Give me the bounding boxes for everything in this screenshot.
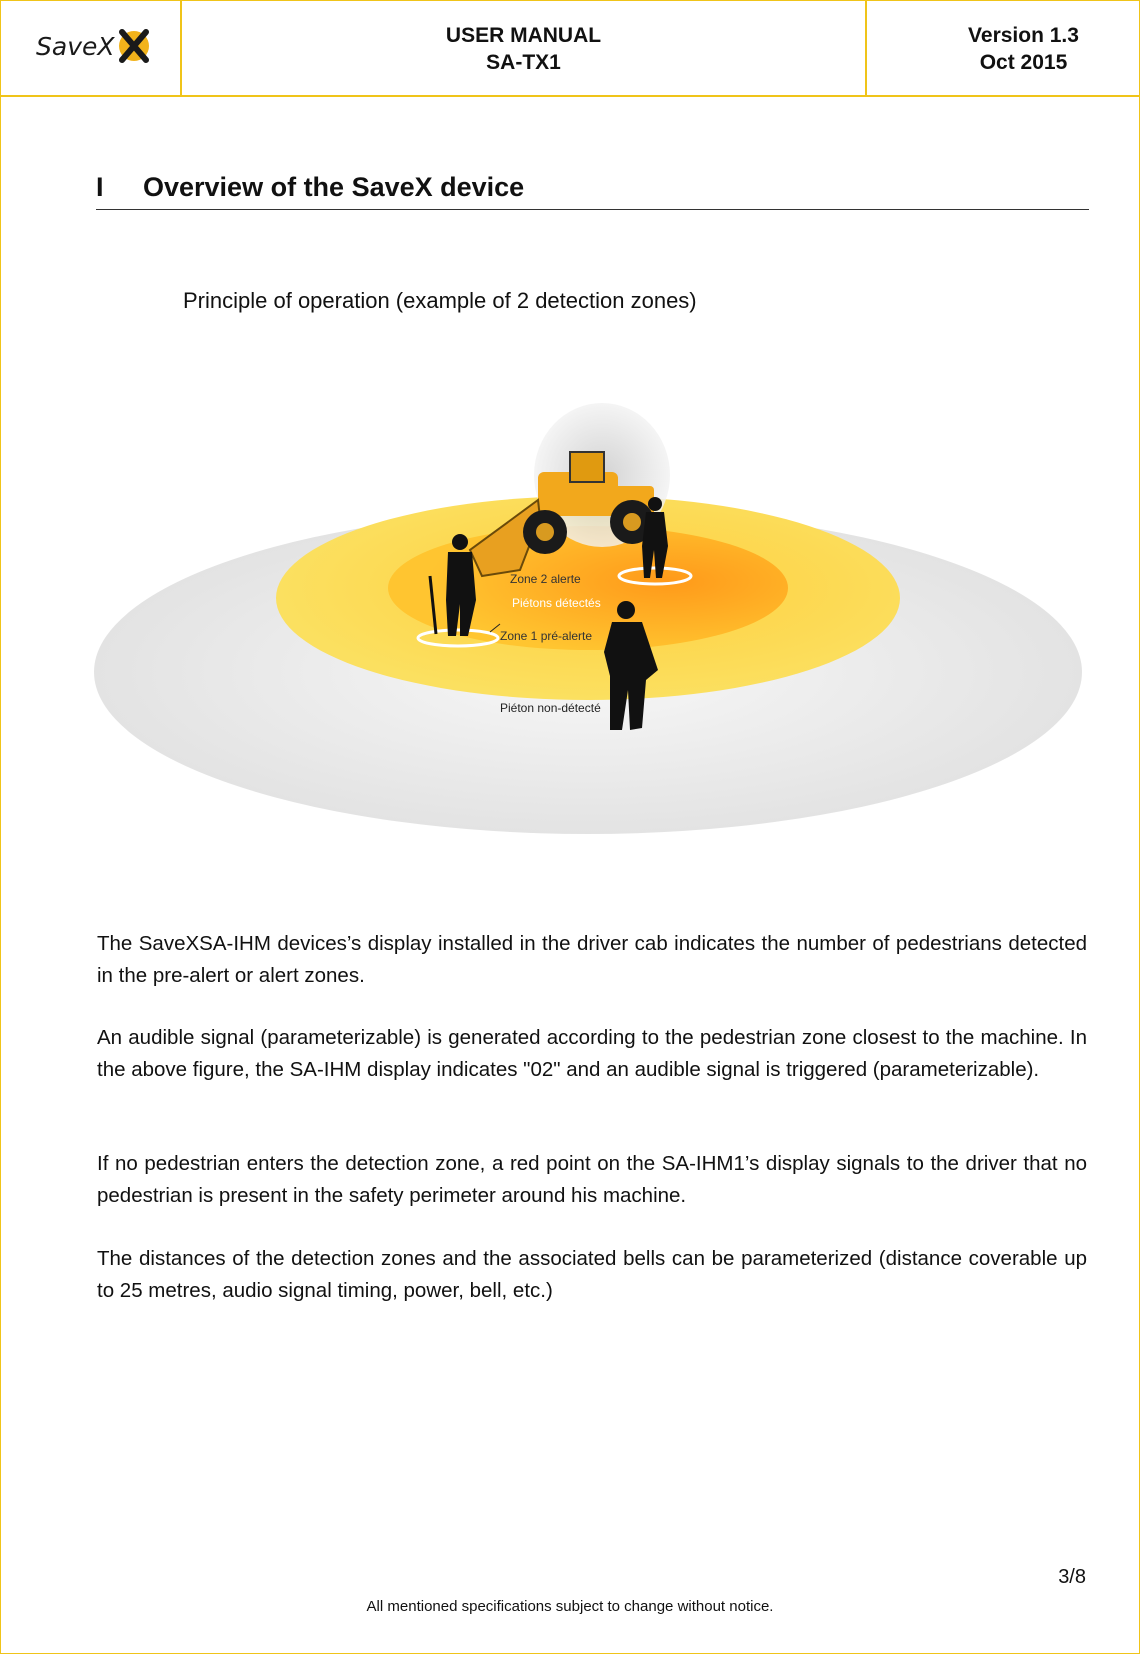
figure-caption: Principle of operation (example of 2 detection zones) — [183, 288, 697, 313]
header-logo-cell — [0, 0, 182, 97]
paragraph-3: If no pedestrian enters the detection zone, a red point on the SA-IHM1’s display signals to the driver that no pedestrian is present in the safety perimeter around his machine. — [97, 1152, 1087, 1207]
paragraph-1: The SaveXSA-IHM devices’s display installed in the driver cab indicates the number of pedestrians detected in the pre-alert or alert zones. — [97, 932, 1087, 987]
label-detected: Piétons détectés — [512, 596, 601, 610]
paragraph-4: The distances of the detection zones and the associated bells can be parameterized (distance coverable up to 25 metres, audio signal timing, power, bell, etc.) — [97, 1247, 1087, 1302]
detection-zones-figure — [90, 400, 1086, 860]
footer-note: All mentioned specifications subject to change without notice. — [366, 1598, 774, 1615]
header-title-cell — [182, 0, 867, 97]
label-undetected: Piéton non-détecté — [500, 701, 601, 715]
savex-logo — [36, 24, 154, 68]
date-label: Oct 2015 — [979, 51, 1068, 74]
section-title: Overview of the SaveX device — [143, 172, 525, 202]
version-label: Version 1.3 — [968, 24, 1079, 47]
section-number: I — [96, 172, 104, 202]
page-number: 3/8 — [1058, 1566, 1086, 1588]
page-header — [0, 0, 1140, 98]
label-zone2: Zone 2 alerte — [510, 572, 581, 586]
logo-wordmark: SaveX — [36, 32, 115, 61]
model-name: SA-TX1 — [486, 51, 561, 74]
doc-type: USER MANUAL — [445, 24, 602, 47]
label-zone1: Zone 1 pré-alerte — [500, 629, 593, 643]
paragraph-2: An audible signal (parameterizable) is generated according to the pedestrian zone closest to the machine. In the above figure, the SA-IHM display indicates "02" and an audible signal is triggered (parameterizable). — [97, 1026, 1087, 1081]
header-version-cell — [867, 0, 1140, 97]
section-heading — [96, 172, 1089, 210]
